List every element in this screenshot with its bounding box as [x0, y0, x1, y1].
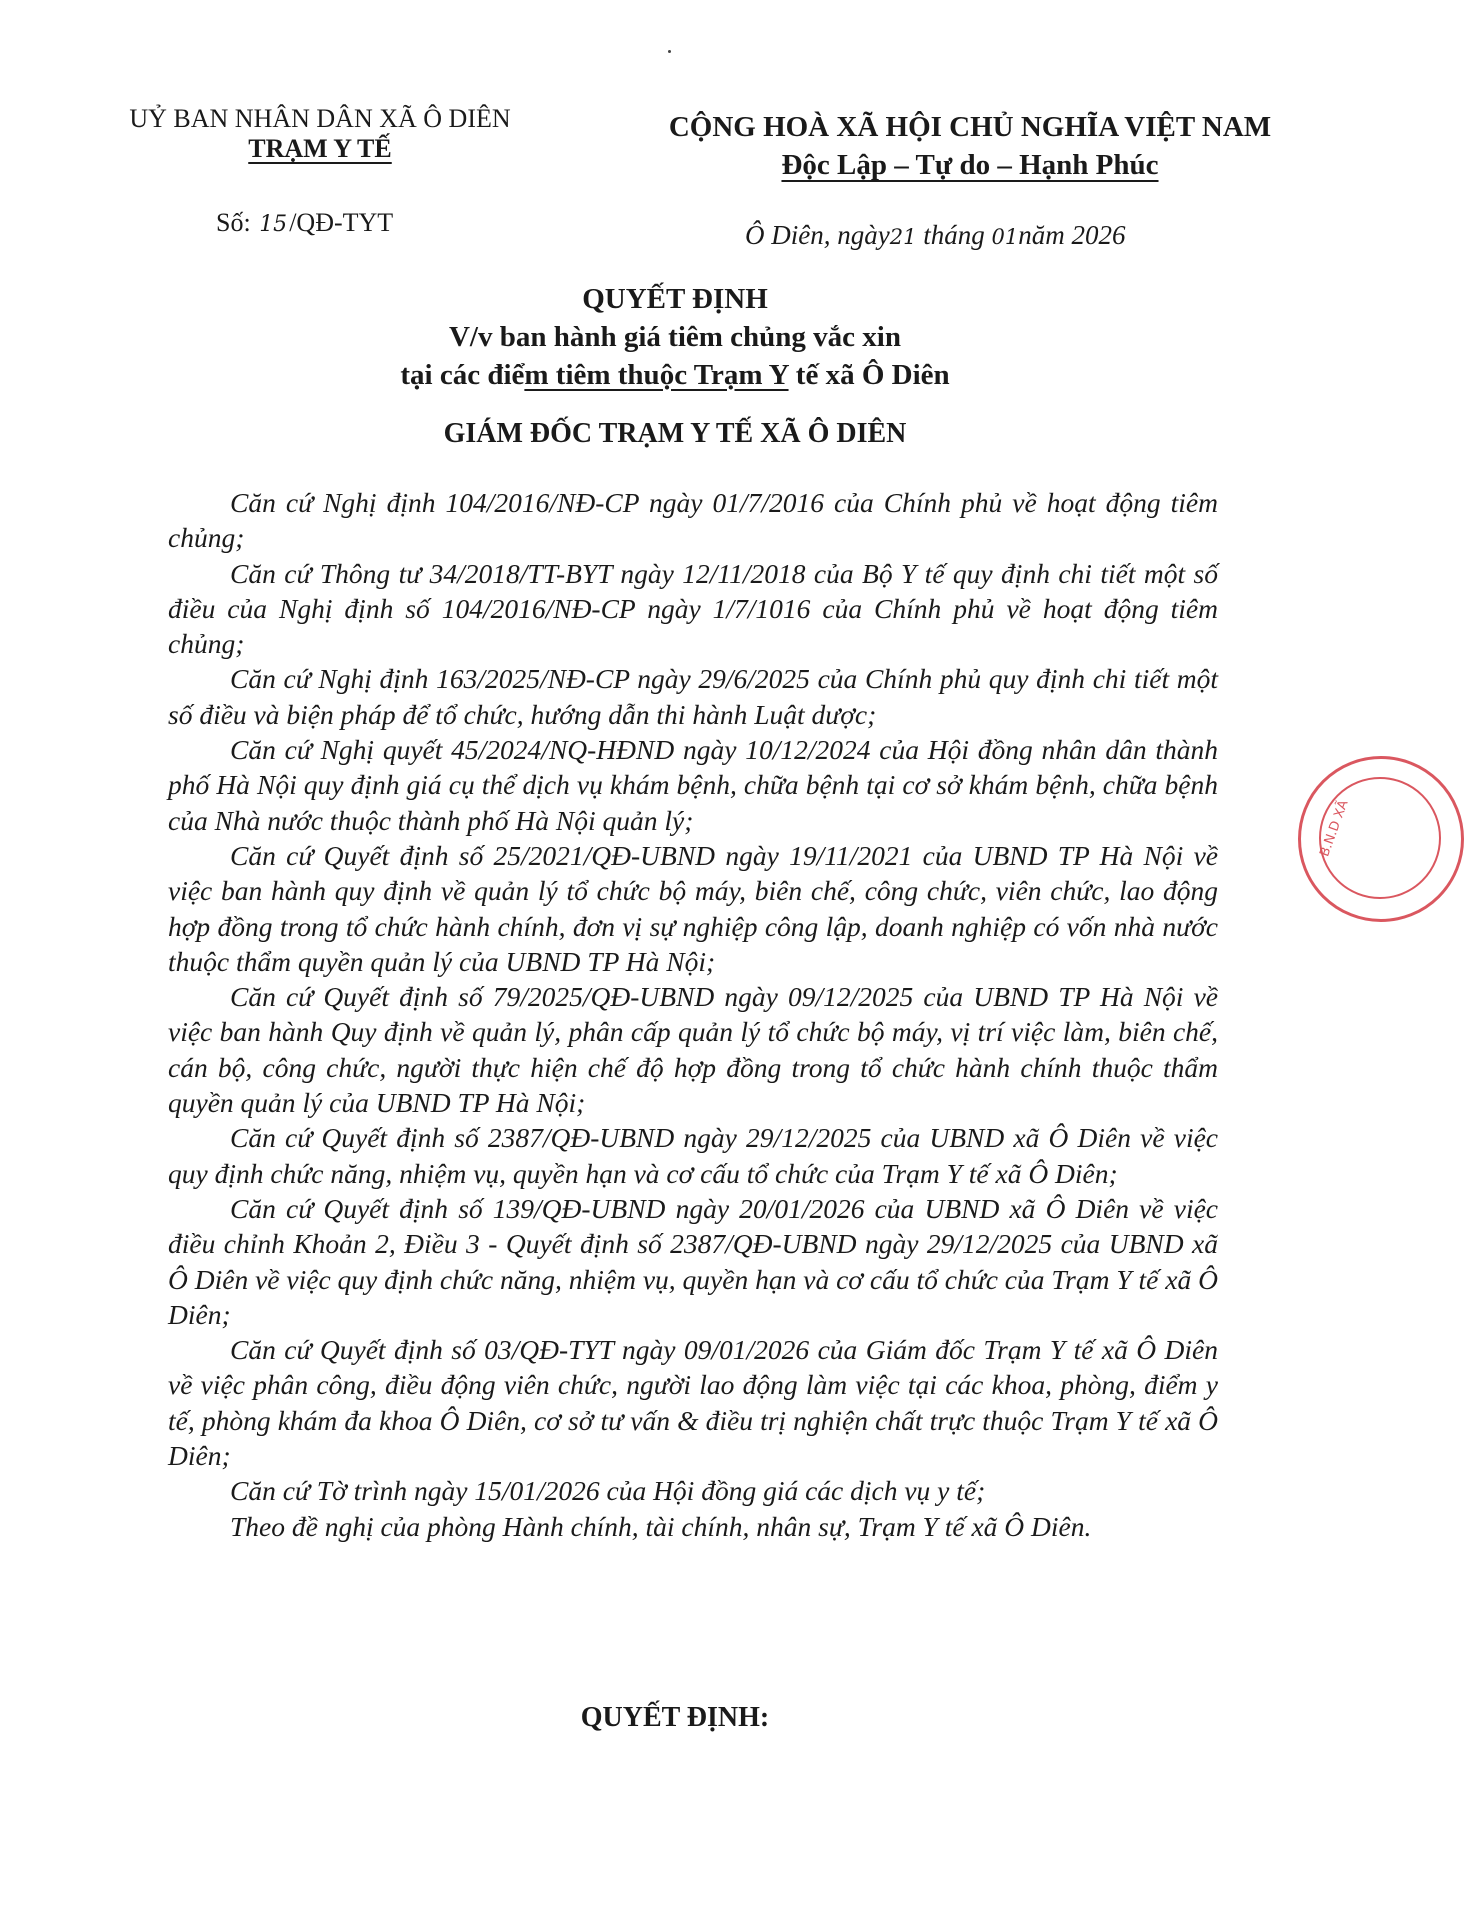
- legal-basis: Căn cứ Quyết định số 03/QĐ-TYT ngày 09/01/2026 của Giám đốc Trạm Y tế xã Ô Diên về việc phân công, điều động viên chức, người lao động làm việc tại các khoa, phòng, điểm y tế, phòng khám đa khoa Ô Diên, cơ sở tư vấn & điều trị nghiện chất trực thuộc Trạm Y tế xã Ô Diên;: [168, 1334, 1218, 1472]
- doc-number-suffix: /QĐ-TYT: [289, 208, 394, 237]
- date-month-handwritten: 01: [991, 225, 1019, 249]
- doc-number-handwritten: 15: [259, 212, 288, 237]
- doc-number-prefix: Số:: [216, 208, 251, 237]
- legal-basis: Căn cứ Nghị định 163/2025/NĐ-CP ngày 29/6/2025 của Chính phủ quy định chi tiết một số điều và biện pháp để tổ chức, hướng dẫn thi hành Luật dược;: [168, 663, 1218, 730]
- issuing-agency: [90, 104, 550, 164]
- agency-parent: UỶ BAN NHÂN DÂN XÃ Ô DIÊN: [129, 104, 511, 133]
- seal-text: B.N.D XÃ: [1317, 798, 1352, 859]
- legal-basis: Theo đề nghị của phòng Hành chính, tài chính, nhân sự, Trạm Y tế xã Ô Diên.: [230, 1510, 1092, 1542]
- title-heading: QUYẾT ĐỊNH: [582, 283, 768, 315]
- legal-basis: Căn cứ Quyết định số 2387/QĐ-UBND ngày 29/12/2025 của UBND xã Ô Diên về việc quy định chức năng, nhiệm vụ, quyền hạn và cơ cấu tổ chức của Trạm Y tế xã Ô Diên;: [168, 1122, 1218, 1189]
- title-subject-line2-underlined: m tiêm thuộc Trạm Y: [524, 359, 789, 391]
- legal-bases: [168, 485, 1218, 1544]
- document-title: [140, 280, 1210, 394]
- title-subject-line2-a: tại các điể: [400, 359, 525, 391]
- legal-basis: Căn cứ Quyết định số 79/2025/QĐ-UBND ngày 09/12/2025 của UBND TP Hà Nội về việc ban hành Quy định về quản lý, phân cấp quản lý tổ chức bộ máy, vị trí việc làm, biên chế, cán bộ, công chức, người thực hiện chế độ hợp đồng trong tổ chức hành chính thuộc thẩm quyền quản lý của UBND TP Hà Nội;: [168, 981, 1218, 1119]
- document-number: [216, 208, 393, 238]
- decision-heading: QUYẾT ĐỊNH:: [580, 1702, 770, 1733]
- motto: Độc Lập – Tự do – Hạnh Phúc: [781, 149, 1159, 181]
- title-subject-line2-c: tế xã Ô Diên: [788, 359, 950, 391]
- legal-basis: Căn cứ Nghị quyết 45/2024/NQ-HĐND ngày 10/12/2024 của Hội đồng nhân dân thành phố Hà Nội quy định giá cụ thể dịch vụ khám bệnh, chữa bệnh tại cơ sở khám bệnh, chữa bệnh của Nhà nước thuộc thành phố Hà Nội quản lý;: [168, 734, 1218, 836]
- date-place: Ô Diên, ngày: [745, 220, 890, 250]
- title-subject: V/v ban hành giá tiêm chủng vắc xin: [448, 321, 901, 353]
- red-seal-stamp: [1298, 756, 1464, 922]
- legal-basis: Căn cứ Quyết định số 25/2021/QĐ-UBND ngày 19/11/2021 của UBND TP Hà Nội về việc ban hành quy định về quản lý tổ chức bộ máy, biên chế, công chức, viên chức, lao động hợp đồng trong tổ chức hành chính, đơn vị sự nghiệp công lập, doanh nghiệp có vốn nhà nước thuộc thẩm quyền quản lý của UBND TP Hà Nội;: [168, 839, 1218, 977]
- legal-basis: Căn cứ Thông tư 34/2018/TT-BYT ngày 12/11/2018 của Bộ Y tế quy định chi tiết một số điều của Nghị định số 104/2016/NĐ-CP ngày 1/7/1016 của Chính phủ về hoạt động tiêm chủng;: [168, 557, 1218, 660]
- legal-basis: Căn cứ Nghị định 104/2016/NĐ-CP ngày 01/7/2016 của Chính phủ về hoạt động tiêm chủng;: [168, 487, 1218, 554]
- date-month-label: tháng: [923, 220, 985, 250]
- legal-basis: Căn cứ Quyết định số 139/QĐ-UBND ngày 20/01/2026 của UBND xã Ô Diên về việc điều chỉnh Khoản 2, Điều 3 - Quyết định số 2387/QĐ-UBND ngày 29/12/2025 của UBND xã Ô Diên về việc quy định chức năng, nhiệm vụ, quyền hạn và cơ cấu tổ chức của Trạm Y tế xã Ô Diên;: [168, 1192, 1218, 1330]
- authority-heading: GIÁM ĐỐC TRẠM Y TẾ XÃ Ô DIÊN: [443, 418, 907, 449]
- legal-basis: Căn cứ Tờ trình ngày 15/01/2026 của Hội đồng giá các dịch vụ y tế;: [230, 1475, 986, 1507]
- date-line: [745, 220, 1125, 251]
- national-motto: [640, 108, 1300, 184]
- date-day-handwritten: 21: [889, 225, 917, 249]
- date-year: năm 2026: [1018, 220, 1126, 250]
- country-name: CỘNG HOÀ XÃ HỘI CHỦ NGHĨA VIỆT NAM: [668, 111, 1272, 143]
- scan-speck: [668, 50, 671, 53]
- title-subject-line2: [140, 356, 1210, 394]
- agency-name: TRẠM Y TẾ: [248, 134, 392, 163]
